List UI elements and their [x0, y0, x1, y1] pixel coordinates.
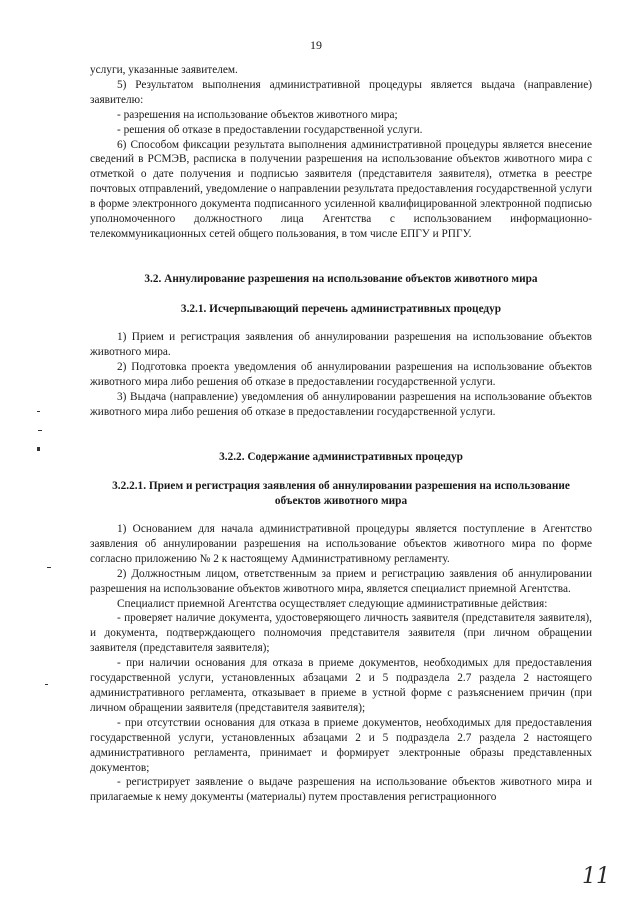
- paragraph: 1) Прием и регистрация заявления об аннулировании разрешения на использование объектов животного мира.: [90, 331, 592, 358]
- scan-speck: [38, 430, 42, 431]
- paragraph: - проверяет наличие документа, удостоверяющего личность заявителя (представителя заявителя), и документа, подтверждающего полномочия представителя заявителя (при личном обращении заявителя (представителя заявителя);: [90, 612, 592, 655]
- paragraph: - регистрирует заявление о выдаче разрешения на использование объектов животного мира и прилагаемые к нему документы (материалы) путем проставления регистрационного: [90, 776, 592, 804]
- paragraph: Специалист приемной Агентства осуществляет следующие административные действия:: [117, 597, 548, 610]
- handwritten-page-mark: 11: [582, 864, 610, 889]
- paragraph: 2) Подготовка проекта уведомления об аннулировании разрешения на использование объектов животного мира либо решения об отказе в предоставлении государственной услуги.: [90, 360, 592, 388]
- paragraph: - при наличии основания для отказа в приеме документов, необходимых для предоставления государственной услуги, установленных абзацами 2 и 5 подраздела 2.7 раздела 2 настоящего административного регламента, отказывает в приеме в устной форме с разъяснением причин (при личном обращении заявителя (представителя заявителя);: [90, 657, 592, 714]
- paragraph: 2) Должностным лицом, ответственным за прием и регистрацию заявления об аннулировании разрешения на использование объектов животного мира, является специалист приемной Агентства.: [90, 567, 592, 595]
- scan-speck: [45, 684, 48, 685]
- subsection-heading-3-2-1: 3.2.1. Исчерпывающий перечень административных процедур: [180, 303, 502, 315]
- scan-speck: [47, 567, 51, 568]
- scan-speck: [37, 447, 40, 451]
- paragraph-block-procedure-content: [90, 522, 592, 805]
- paragraph: - разрешения на использование объектов животного мира;: [117, 108, 398, 121]
- paragraph: 1) Основанием для начала административной процедуры является поступление в Агентство заявления об аннулировании разрешения на использование объектов животного мира по форме согласно приложению № 2 к настоящему Административному регламенту.: [90, 523, 592, 565]
- subsection-heading-3-2-2: 3.2.2. Содержание административных процедур: [219, 451, 463, 463]
- paragraph-block-result: [90, 63, 592, 242]
- paragraph: - решения об отказе в предоставлении государственной услуги.: [117, 123, 423, 136]
- subsection-heading-3-2-2-1: 3.2.2.1. Прием и регистрация заявления об аннулировании разрешения на использование объектов животного мира: [112, 480, 570, 507]
- scan-speck: [37, 411, 40, 412]
- paragraph-block-procedures-list: [90, 330, 592, 419]
- paragraph: 5) Результатом выполнения административной процедуры является выдача (направление) заявителю:: [90, 78, 592, 106]
- paragraph: услуги, указанные заявителем.: [90, 64, 238, 76]
- section-heading-3-2: 3.2. Аннулирование разрешения на использование объектов животного мира: [144, 273, 538, 285]
- page-number: 19: [310, 38, 322, 52]
- paragraph: 6) Способом фиксации результата выполнения административной процедуры является внесение сведений в РСМЭВ, расписка в получении разрешения на использование объектов животного мира с отметкой о дате получения и подписью заявителя (представителя заявителя), отметка в реестре почтовых отправлений, уведомление о направлении результата предоставления государственной услуги в форме электронного документа подписанного усиленной квалифицированной электронной подписью уполномоченного должностного лица Агентства с использованием информационно-телекоммуникационных сетей общего пользования, в том числе ЕПГУ и РПГУ.: [90, 138, 592, 240]
- paragraph: - при отсутствии основания для отказа в приеме документов, необходимых для предоставления государственной услуги, установленных абзацами 2 и 5 подраздела 2.7 раздела 2 настоящего административного регламента, принимает и формирует электронные образы представленных документов;: [90, 716, 592, 774]
- paragraph: 3) Выдача (направление) уведомления об аннулировании разрешения на использование объектов животного мира либо решения об отказе в предоставлении государственной услуги.: [90, 390, 592, 418]
